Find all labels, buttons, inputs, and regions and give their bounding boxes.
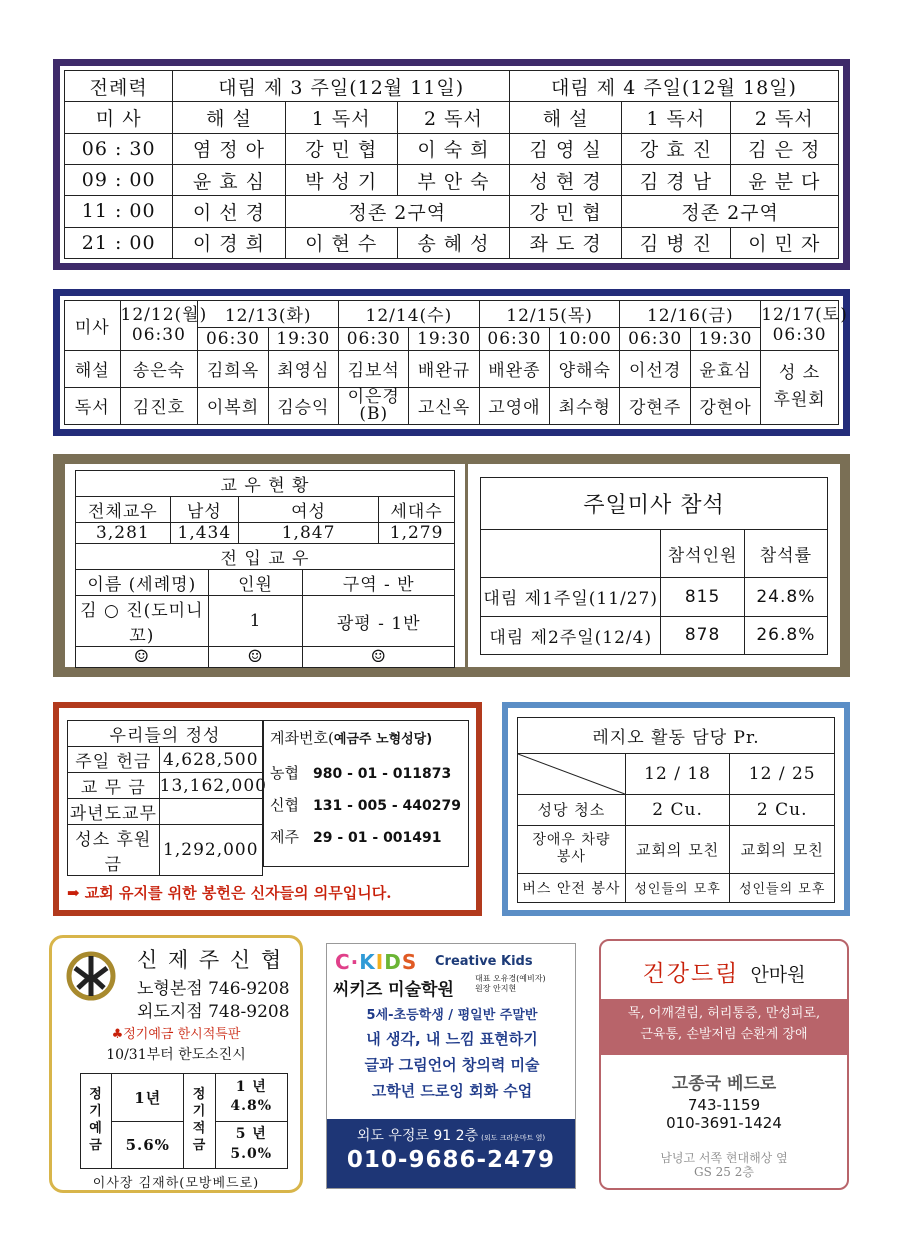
day-tuesday: 12/13(화) [198,301,339,328]
table-cell: 3,281 [76,523,171,544]
table-header: 전체교우 [76,497,171,523]
table-cell: 배완종 [479,350,549,387]
account-box [263,720,469,867]
art-line1: 5세-초등학생 / 평일반 주말반 [366,1008,538,1023]
deposit-rate: 5.6% [112,1121,184,1169]
table-cell: 성 현 경 [510,164,622,195]
row-label: 해설 [65,350,121,387]
parish-status-table [75,470,455,668]
table-cell: 강현아 [690,387,760,424]
credit-promo-date: 10/31부터 한도소진시 [106,1047,246,1063]
table-cell: 1,292,000 [159,825,262,876]
table-cell: 878 [661,616,744,655]
time-label: 19:30 [690,327,760,350]
table-cell: 주일 헌금 [68,747,160,773]
liturgy-subheader: 해 설 [173,102,285,133]
table-row [481,578,828,617]
credit-rate-table [80,1073,288,1169]
art-brand-ko: 씨키즈 미술학원 [333,980,454,1000]
account-holder: 예금주 노형성당) [333,732,433,747]
offering-section [53,702,482,916]
savings-rate: 4.8% [230,1098,273,1115]
table-cell: 대림 제2주일(12/4) [481,616,661,655]
table-cell: 성인들의 모후 [730,873,835,902]
account-number: 980 - 01 - 011873 [312,766,452,782]
legio-title: 레지오 활동 담당 Pr. [518,718,835,754]
table-cell: 2 Cu. [730,795,835,826]
table-cell: 1 [208,596,303,647]
account-number: 131 - 005 - 440279 [312,798,461,814]
table-cell: 교회의 모친 [730,825,835,873]
credit-branch2: 외도지점 748-9208 [137,1002,290,1022]
table-header: 참석인원 [661,530,744,578]
table-cell: 김 경 남 [622,164,730,195]
liturgy-header-week4: 대림 제 4 주일(12월 18일) [510,71,839,102]
offering-title: 우리들의 정성 [68,721,263,747]
table-cell: 이 현 수 [285,227,397,258]
massage-phone2: 010-3691-1424 [666,1114,782,1132]
sunday-liturgy-section [53,59,850,270]
bank-row [270,790,462,822]
table-cell: 성소 후원금 [68,825,160,876]
legio-section [502,702,850,916]
time-label: 06:30 [772,325,827,346]
table-header: 구역 - 반 [303,570,455,596]
diagonal-cell [518,754,626,795]
table-header: 세대수 [379,497,455,523]
table-row [518,825,835,873]
table-cell: 1,279 [379,523,455,544]
table-cell: 815 [661,578,744,617]
parish-status-box [65,464,465,667]
table-cell: 24.8% [744,578,827,617]
table-row [65,227,839,258]
deposit-label: 정 기 예 금 [81,1074,112,1169]
credit-promo: ♣정기예금 한시적특판 [111,1027,241,1042]
time-label: 06:30 [479,327,549,350]
table-cell: 박 성 기 [285,164,397,195]
table-cell: 김보석 [339,350,409,387]
table-cell: 1,434 [170,523,238,544]
offering-table [67,720,267,876]
table-cell: 성당 청소 [518,795,626,826]
table-cell: 장애우 차량 봉사 [518,825,626,873]
attendance-box [468,464,840,667]
table-row [65,164,839,195]
savings-term: 1 년 [235,1078,267,1095]
smiley-icon: ☺ [303,647,455,668]
art-address: 외도 우정로 91 2층 [356,1128,479,1144]
savings-5y [215,1121,287,1169]
table-header: 12 / 18 [625,754,730,795]
art-address-note: (외도 크라운마트 옆) [481,1134,546,1142]
account-title: 계좌번호( [270,729,334,747]
liturgy-subheader: 2 독서 [397,102,509,133]
table-row [65,133,839,164]
table-cell: 고신옥 [409,387,479,424]
table-cell: 윤 효 심 [173,164,285,195]
bank-name: 제주 [270,828,299,846]
bank-row [270,822,462,854]
mass-time: 11 : 00 [65,196,173,227]
table-cell: 강 효 진 [622,133,730,164]
table-cell: 최수형 [550,387,620,424]
table-cell: 4,628,500 [159,747,262,773]
massage-owner: 고종국 베드로 [671,1074,777,1094]
credit-chairman: 이사장 김재하(모방베드로) [92,1176,260,1191]
table-row [65,387,839,424]
weekday-mass-label: 미사 [65,301,121,351]
newcomer-title: 전 입 교 우 [76,544,455,570]
table-row [518,795,835,826]
table-cell: 강 민 협 [510,196,622,227]
credit-union-ad [49,935,303,1193]
table-cell: 고영애 [479,387,549,424]
saturday-group: 성 소 후원회 [761,350,839,424]
mass-time: 09 : 00 [65,164,173,195]
diagonal-line [518,754,625,794]
table-cell: 김 은 정 [730,133,838,164]
day-label: 12/17(토) [761,304,848,325]
table-cell [159,799,262,825]
table-cell: 염 정 아 [173,133,285,164]
attendance-title: 주일미사 참석 [481,478,828,530]
table-cell: 이 민 자 [730,227,838,258]
account-number: 29 - 01 - 001491 [312,830,442,846]
liturgy-header-label: 전례력 [65,71,173,102]
savings-label: 정 기 적 금 [184,1074,215,1169]
art-brand-en: Creative Kids [435,954,533,969]
mass-time: 06 : 30 [65,133,173,164]
time-label: 06:30 [339,327,409,350]
table-cell: 윤효심 [690,350,760,387]
table-cell: 좌 도 경 [510,227,622,258]
credit-union-name: 신 제 주 신 협 [137,948,284,972]
table-cell: 대림 제1주일(11/27) [481,578,661,617]
massage-ad [599,939,849,1190]
time-label: 06:30 [198,327,268,350]
table-row [68,825,263,876]
day-saturday [761,301,848,351]
table-cell: 김 ○ 진(도미니꼬) [76,596,209,647]
table-row [481,616,828,655]
savings-rate: 5.0% [230,1145,273,1162]
deposit-term: 1년 [112,1074,184,1122]
liturgy-subheader: 2 독서 [730,102,838,133]
table-cell: 2 Cu. [625,795,730,826]
day-label: 12/12(월) [120,304,208,325]
offering-notice: ➡ 교회 유지를 위한 봉헌은 신자들의 의무입니다. [67,884,392,902]
bank-name: 농협 [270,764,299,782]
art-line3: 글과 그림언어 창의력 미술 [364,1056,540,1074]
table-cell: 강현주 [620,387,690,424]
table-cell: 교 무 금 [68,773,160,799]
art-line4: 고학년 드로잉 회화 수업 [371,1082,533,1100]
time-label: 19:30 [409,327,479,350]
table-cell: 정존 2구역 [285,196,509,227]
parish-title: 교 우 현 황 [76,471,455,497]
table-row [518,873,835,902]
table-cell: 과년도교무 [68,799,160,825]
table-cell: 이 숙 희 [397,133,509,164]
credit-union-logo-icon [62,950,120,1002]
savings-1y [215,1074,287,1122]
day-thursday: 12/15(목) [479,301,620,328]
table-cell: 송 혜 성 [397,227,509,258]
attendance-table [480,477,828,655]
art-contact-bar [327,1119,575,1188]
table-cell: 버스 안전 봉사 [518,873,626,902]
liturgy-subheader: 미 사 [65,102,173,133]
day-monday [120,301,208,351]
art-line2: 내 생각, 내 느낌 표현하기 [366,1030,538,1048]
time-label: 19:30 [268,327,338,350]
mass-time: 21 : 00 [65,227,173,258]
table-cell: 26.8% [744,616,827,655]
bank-row [270,758,462,790]
massage-name: 건강드림 [642,961,740,987]
table-cell: 송은숙 [120,350,198,387]
table-cell: 양해숙 [550,350,620,387]
table-cell: 김승익 [268,387,338,424]
table-cell: 김 영 실 [510,133,622,164]
table-row [65,350,839,387]
smiley-icon: ☺ [208,647,303,668]
table-cell: 광평 - 1반 [303,596,455,647]
time-label: 10:00 [550,327,620,350]
sunday-liturgy-table [64,70,839,259]
art-phone: 010-9686-2479 [346,1147,556,1173]
time-label: 06:30 [620,327,690,350]
table-row [68,747,263,773]
massage-services: 목, 어깨결림, 허리통증, 만성피로, 근육통, 손발저림 순환계 장애 [601,999,847,1055]
massage-type: 안마원 [750,964,806,986]
massage-header [601,955,847,988]
table-header: 12 / 25 [730,754,835,795]
table-cell: 이선경 [620,350,690,387]
table-cell: 김희옥 [198,350,268,387]
weekday-mass-section [53,289,850,436]
table-cell: 이 경 희 [173,227,285,258]
table-cell: 성인들의 모후 [625,873,730,902]
row-label: 독서 [65,387,121,424]
table-header: 참석률 [744,530,827,578]
table-cell: 최영심 [268,350,338,387]
day-wednesday: 12/14(수) [339,301,480,328]
table-cell: 김진호 [120,387,198,424]
offering-table-box [67,720,267,875]
table-cell: 13,162,000 [159,773,262,799]
credit-branch1: 노형본점 746-9208 [137,979,290,999]
art-logo-icon: C·KIDS [335,950,418,974]
table-cell: 윤 분 다 [730,164,838,195]
weekday-mass-table [64,300,848,425]
table-cell: 이 선 경 [173,196,285,227]
liturgy-subheader: 1 독서 [285,102,397,133]
parish-status-section [53,454,850,677]
table-cell: 부 안 숙 [397,164,509,195]
smiley-icon: ☺ [76,647,209,668]
table-cell: 1,847 [238,523,378,544]
table-header: 여성 [238,497,378,523]
art-owner: 대표 오유경(예비자) 원장 안지현 [475,974,546,993]
table-cell: 교회의 모친 [625,825,730,873]
bank-name: 신협 [270,796,299,814]
table-cell: 강 민 협 [285,133,397,164]
time-label: 06:30 [131,325,186,346]
liturgy-header-week3: 대림 제 3 주일(12월 11일) [173,71,510,102]
table-row [65,196,839,227]
table-cell: 정존 2구역 [622,196,839,227]
day-friday: 12/16(금) [620,301,761,328]
massage-phone1: 743-1159 [687,1096,761,1114]
table-row [68,773,263,799]
table-cell: 이복희 [198,387,268,424]
savings-term: 5 년 [235,1126,267,1143]
table-cell: 김 병 진 [622,227,730,258]
blank-cell [481,530,661,578]
table-cell: 이은경 (B) [339,387,409,424]
table-header: 이름 (세례명) [76,570,209,596]
liturgy-subheader: 해 설 [510,102,622,133]
massage-location: 남녕고 서쪽 현대해상 옆 GS 25 2층 [660,1151,788,1180]
legio-table [517,717,835,903]
credit-rate-box [80,1073,288,1169]
table-header: 인원 [208,570,303,596]
legio-table-box [517,717,835,903]
liturgy-subheader: 1 독서 [622,102,730,133]
table-cell: 배완규 [409,350,479,387]
art-academy-ad [326,943,576,1189]
table-header: 남성 [170,497,238,523]
table-row [68,799,263,825]
